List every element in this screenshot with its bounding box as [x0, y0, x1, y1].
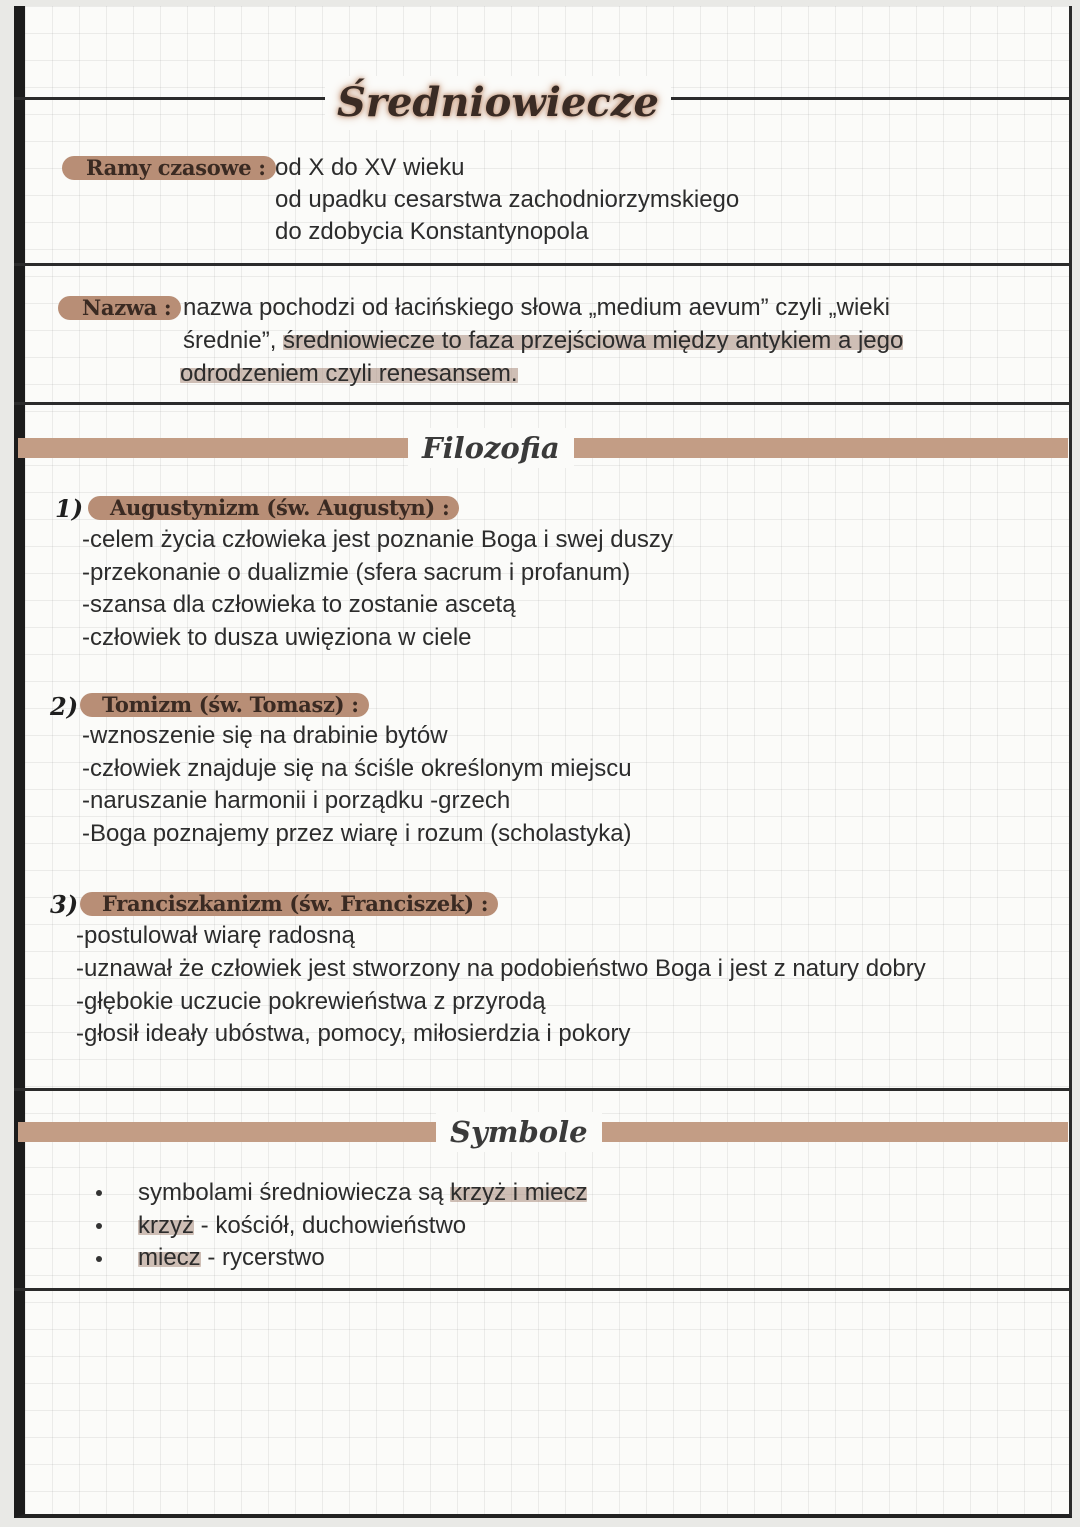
nazwa-line: średnie”, średniowiecze to faza przejściowa między antykiem a jego: [183, 327, 904, 354]
section-number: 1): [55, 494, 84, 523]
list-item: -wznoszenie się na drabinie bytów: [82, 722, 448, 749]
list-item: -głębokie uczucie pokrewieństwa z przyrodą: [76, 988, 546, 1015]
section-number: 2): [50, 692, 79, 721]
bullet-icon: [96, 1256, 102, 1262]
list-item: -głosił ideały ubóstwa, pomocy, miłosierdzia i pokory: [76, 1020, 631, 1047]
list-item: -naruszanie harmonii i porządku -grzech: [82, 787, 511, 814]
divider: [14, 402, 1072, 405]
list-item: -celem życia człowieka jest poznanie Boga i swej duszy: [82, 526, 673, 553]
section-number: 3): [50, 890, 79, 919]
highlight: odrodzeniem czyli renesansem.: [180, 360, 518, 387]
highlight: krzyż: [138, 1212, 194, 1239]
page-title: Średniowiecze: [325, 76, 671, 130]
augustynizm-label: Augustynizm (św. Augustyn) :: [88, 496, 459, 520]
tomizm-label: Tomizm (św. Tomasz) :: [80, 693, 369, 717]
divider: [14, 263, 1072, 266]
ramy-line: do zdobycia Konstantynopola: [275, 218, 589, 245]
section-heading-symbole: Symbole: [436, 1112, 602, 1152]
list-item: -człowiek znajduje się na ściśle określonym miejscu: [82, 755, 632, 782]
ramy-line: od X do XV wieku: [275, 154, 465, 181]
list-item: -postulował wiarę radosną: [76, 922, 355, 949]
highlight: średniowiecze to faza przejściowa między antykiem a jego: [283, 327, 904, 354]
ramy-label: Ramy czasowe :: [62, 156, 276, 180]
list-item: symbolami średniowiecza są krzyż i miecz: [138, 1179, 588, 1206]
ramy-line: od upadku cesarstwa zachodniorzymskiego: [275, 186, 740, 213]
nazwa-line: [180, 357, 518, 390]
highlight: miecz: [138, 1244, 201, 1271]
section-heading-filozofia: Filozofia: [408, 428, 574, 468]
nazwa-line: nazwa pochodzi od łacińskiego słowa „medium aevum” czyli „wieki: [183, 294, 890, 321]
list-item: -uznawał że człowiek jest stworzony na podobieństwo Boga i jest z natury dobry: [76, 955, 926, 982]
highlight: krzyż i miecz: [450, 1179, 588, 1206]
bullet-icon: [96, 1223, 102, 1229]
franciszkanizm-label: Franciszkanizm (św. Franciszek) :: [80, 892, 498, 916]
divider: [14, 1088, 1072, 1091]
list-item: -Boga poznajemy przez wiarę i rozum (scholastyka): [82, 820, 632, 847]
nazwa-label: Nazwa :: [58, 296, 181, 320]
list-item: krzyż - kościół, duchowieństwo: [138, 1212, 467, 1239]
list-item: -przekonanie o dualizmie (sfera sacrum i profanum): [82, 559, 631, 586]
divider: [14, 1288, 1072, 1291]
list-item: -człowiek to dusza uwięziona w ciele: [82, 624, 472, 651]
list-item: miecz - rycerstwo: [138, 1244, 325, 1271]
bullet-icon: [96, 1190, 102, 1196]
list-item: -szansa dla człowieka to zostanie ascetą: [82, 591, 516, 618]
